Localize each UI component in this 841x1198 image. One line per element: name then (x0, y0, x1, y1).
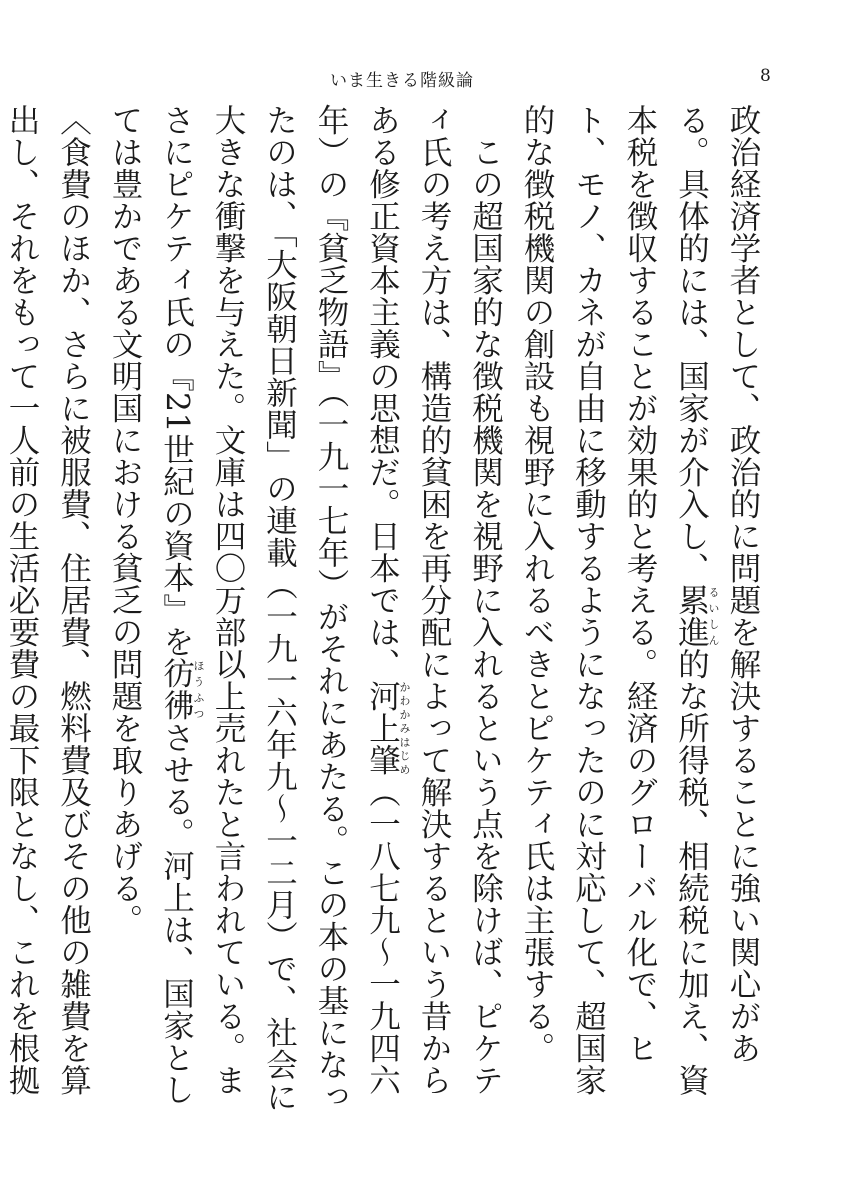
ruby-word (364, 680, 411, 776)
ruby-base: 彷彿 (158, 657, 195, 722)
page-number: 8 (760, 66, 772, 86)
paragraph-quote (0, 104, 99, 1114)
ruby-reading: ほうふつ (192, 657, 205, 722)
ruby-reading: かわかみはじめ (398, 680, 411, 776)
text-run: （一八七九～一九四六年）の『貧乏物語』（一九一七年）がそれにあたる。この本の基になったのは、「大阪朝日新聞」の連載（一九一六年九～一二月）で、社会に大きな衝撃を与えた。文庫は四〇万部以上売れたと言われている。まさにピケティ氏の『21世紀の資本』を (158, 104, 401, 1113)
body-text (4, 104, 768, 1114)
ruby-word (673, 584, 720, 648)
text-run: 政治経済学者として、政治的に問題を解決することに強い関心がある。具体的には、国家が介入し、 (673, 104, 761, 1064)
text-run: 的な所得税、相続税に加え、資本税を徴収することが効果的と考える。経済のグローバル化で、ヒト、モノ、カネが自由に移動するようになったのに対応して、超国家的な徴税機関の創設も視野に入れるべきとピケティ氏は主張する。 (519, 104, 710, 1096)
ruby-word (158, 657, 205, 722)
ruby-base: 累進 (673, 584, 710, 648)
paragraph-continuation (511, 104, 769, 1114)
running-title: いま生きる階級論 (330, 71, 474, 91)
text-run: 〈食費のほか、さらに被服費、住居費、燃料費及びその他の雑費を算出し、それをもって一人前の生活必要費の最下限となし、これを根拠 (4, 104, 92, 1096)
text-run: この超国家的な徴税機関を視野に入れるという点を除けば、ピケティ氏の考え方は、構造的貧困を再分配によって解決するという昔からある修正資本主義の思想だ。日本では、 (364, 104, 504, 1096)
ruby-base: 河上肇 (364, 680, 401, 776)
paragraph-indent (99, 104, 511, 1114)
ruby-reading: るいしん (707, 584, 720, 648)
text-run: させる。河上は、国家としては豊かである文明国における貧乏の問題を取りあげる。 (107, 104, 195, 1106)
running-header (0, 66, 841, 94)
